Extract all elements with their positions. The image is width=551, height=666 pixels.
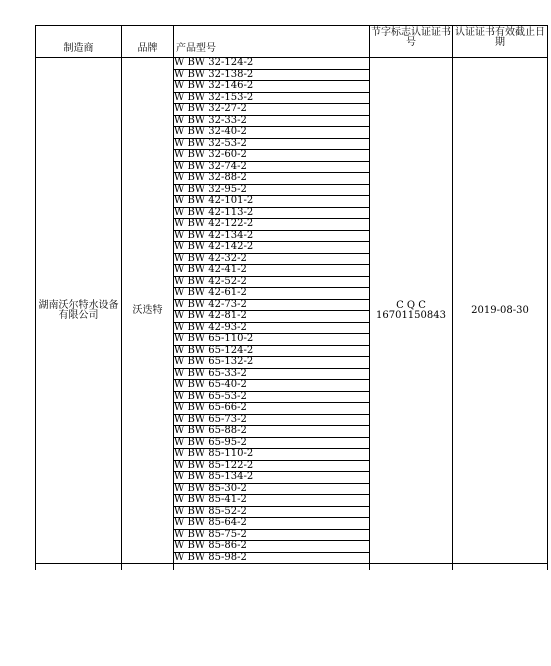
model-cell: W BW 32-138-2 bbox=[174, 69, 370, 81]
model-cell: W BW 32-40-2 bbox=[174, 127, 370, 139]
model-cell: W BW 85-86-2 bbox=[174, 541, 370, 553]
empty-cell bbox=[174, 564, 370, 571]
model-cell: W BW 42-41-2 bbox=[174, 265, 370, 277]
model-cell: W BW 42-93-2 bbox=[174, 322, 370, 334]
model-cell: W BW 65-124-2 bbox=[174, 345, 370, 357]
model-cell: W BW 85-134-2 bbox=[174, 472, 370, 484]
header-model: 产品型号 bbox=[174, 26, 370, 58]
header-expiry-date: 认证证书有效截止日期 bbox=[453, 26, 548, 58]
expiry-date-cell: 2019-08-30 bbox=[453, 58, 548, 564]
next-block-row bbox=[36, 564, 548, 571]
model-cell: W BW 85-110-2 bbox=[174, 449, 370, 461]
model-cell: W BW 65-73-2 bbox=[174, 414, 370, 426]
model-cell: W BW 42-73-2 bbox=[174, 299, 370, 311]
model-cell: W BW 65-66-2 bbox=[174, 403, 370, 415]
header-manufacturer: 制造商 bbox=[36, 26, 122, 58]
model-cell: W BW 42-134-2 bbox=[174, 230, 370, 242]
model-cell: W BW 65-110-2 bbox=[174, 334, 370, 346]
model-cell: W BW 32-88-2 bbox=[174, 173, 370, 185]
model-cell: W BW 65-95-2 bbox=[174, 437, 370, 449]
empty-cell bbox=[370, 564, 453, 571]
model-cell: W BW 32-95-2 bbox=[174, 184, 370, 196]
model-cell: W BW 32-124-2 bbox=[174, 58, 370, 70]
model-cell: W BW 32-153-2 bbox=[174, 92, 370, 104]
model-cell: W BW 32-146-2 bbox=[174, 81, 370, 93]
model-cell: W BW 42-142-2 bbox=[174, 242, 370, 254]
model-cell: W BW 65-88-2 bbox=[174, 426, 370, 438]
manufacturer-cell: 湖南沃尔特水设备有限公司 bbox=[36, 58, 122, 564]
model-cell: W BW 65-40-2 bbox=[174, 380, 370, 392]
model-cell: W BW 85-98-2 bbox=[174, 552, 370, 564]
model-cell: W BW 85-41-2 bbox=[174, 495, 370, 507]
model-cell: W BW 42-122-2 bbox=[174, 219, 370, 231]
certification-table bbox=[35, 25, 548, 570]
empty-cell bbox=[122, 564, 174, 571]
model-cell: W BW 42-81-2 bbox=[174, 311, 370, 323]
header-row bbox=[36, 26, 548, 58]
model-cell: W BW 85-64-2 bbox=[174, 518, 370, 530]
table-body bbox=[36, 58, 548, 571]
header-brand: 品牌 bbox=[122, 26, 174, 58]
model-cell: W BW 32-27-2 bbox=[174, 104, 370, 116]
model-cell: W BW 85-30-2 bbox=[174, 483, 370, 495]
empty-cell bbox=[36, 564, 122, 571]
model-cell: W BW 32-74-2 bbox=[174, 161, 370, 173]
model-cell: W BW 65-33-2 bbox=[174, 368, 370, 380]
header-cert-number: 节字标志认证证书号 bbox=[370, 26, 453, 58]
model-cell: W BW 65-53-2 bbox=[174, 391, 370, 403]
empty-cell bbox=[453, 564, 548, 571]
table-row bbox=[36, 58, 548, 70]
model-cell: W BW 42-52-2 bbox=[174, 276, 370, 288]
model-cell: W BW 42-32-2 bbox=[174, 253, 370, 265]
model-cell: W BW 85-52-2 bbox=[174, 506, 370, 518]
model-cell: W BW 65-132-2 bbox=[174, 357, 370, 369]
model-cell: W BW 42-101-2 bbox=[174, 196, 370, 208]
model-cell: W BW 85-122-2 bbox=[174, 460, 370, 472]
cert-number-cell: C Q C 16701150843 bbox=[370, 58, 453, 564]
model-cell: W BW 42-61-2 bbox=[174, 288, 370, 300]
model-cell: W BW 32-53-2 bbox=[174, 138, 370, 150]
model-cell: W BW 42-113-2 bbox=[174, 207, 370, 219]
model-cell: W BW 32-60-2 bbox=[174, 150, 370, 162]
model-cell: W BW 32-33-2 bbox=[174, 115, 370, 127]
model-cell: W BW 85-75-2 bbox=[174, 529, 370, 541]
brand-cell: 沃迭特 bbox=[122, 58, 174, 564]
